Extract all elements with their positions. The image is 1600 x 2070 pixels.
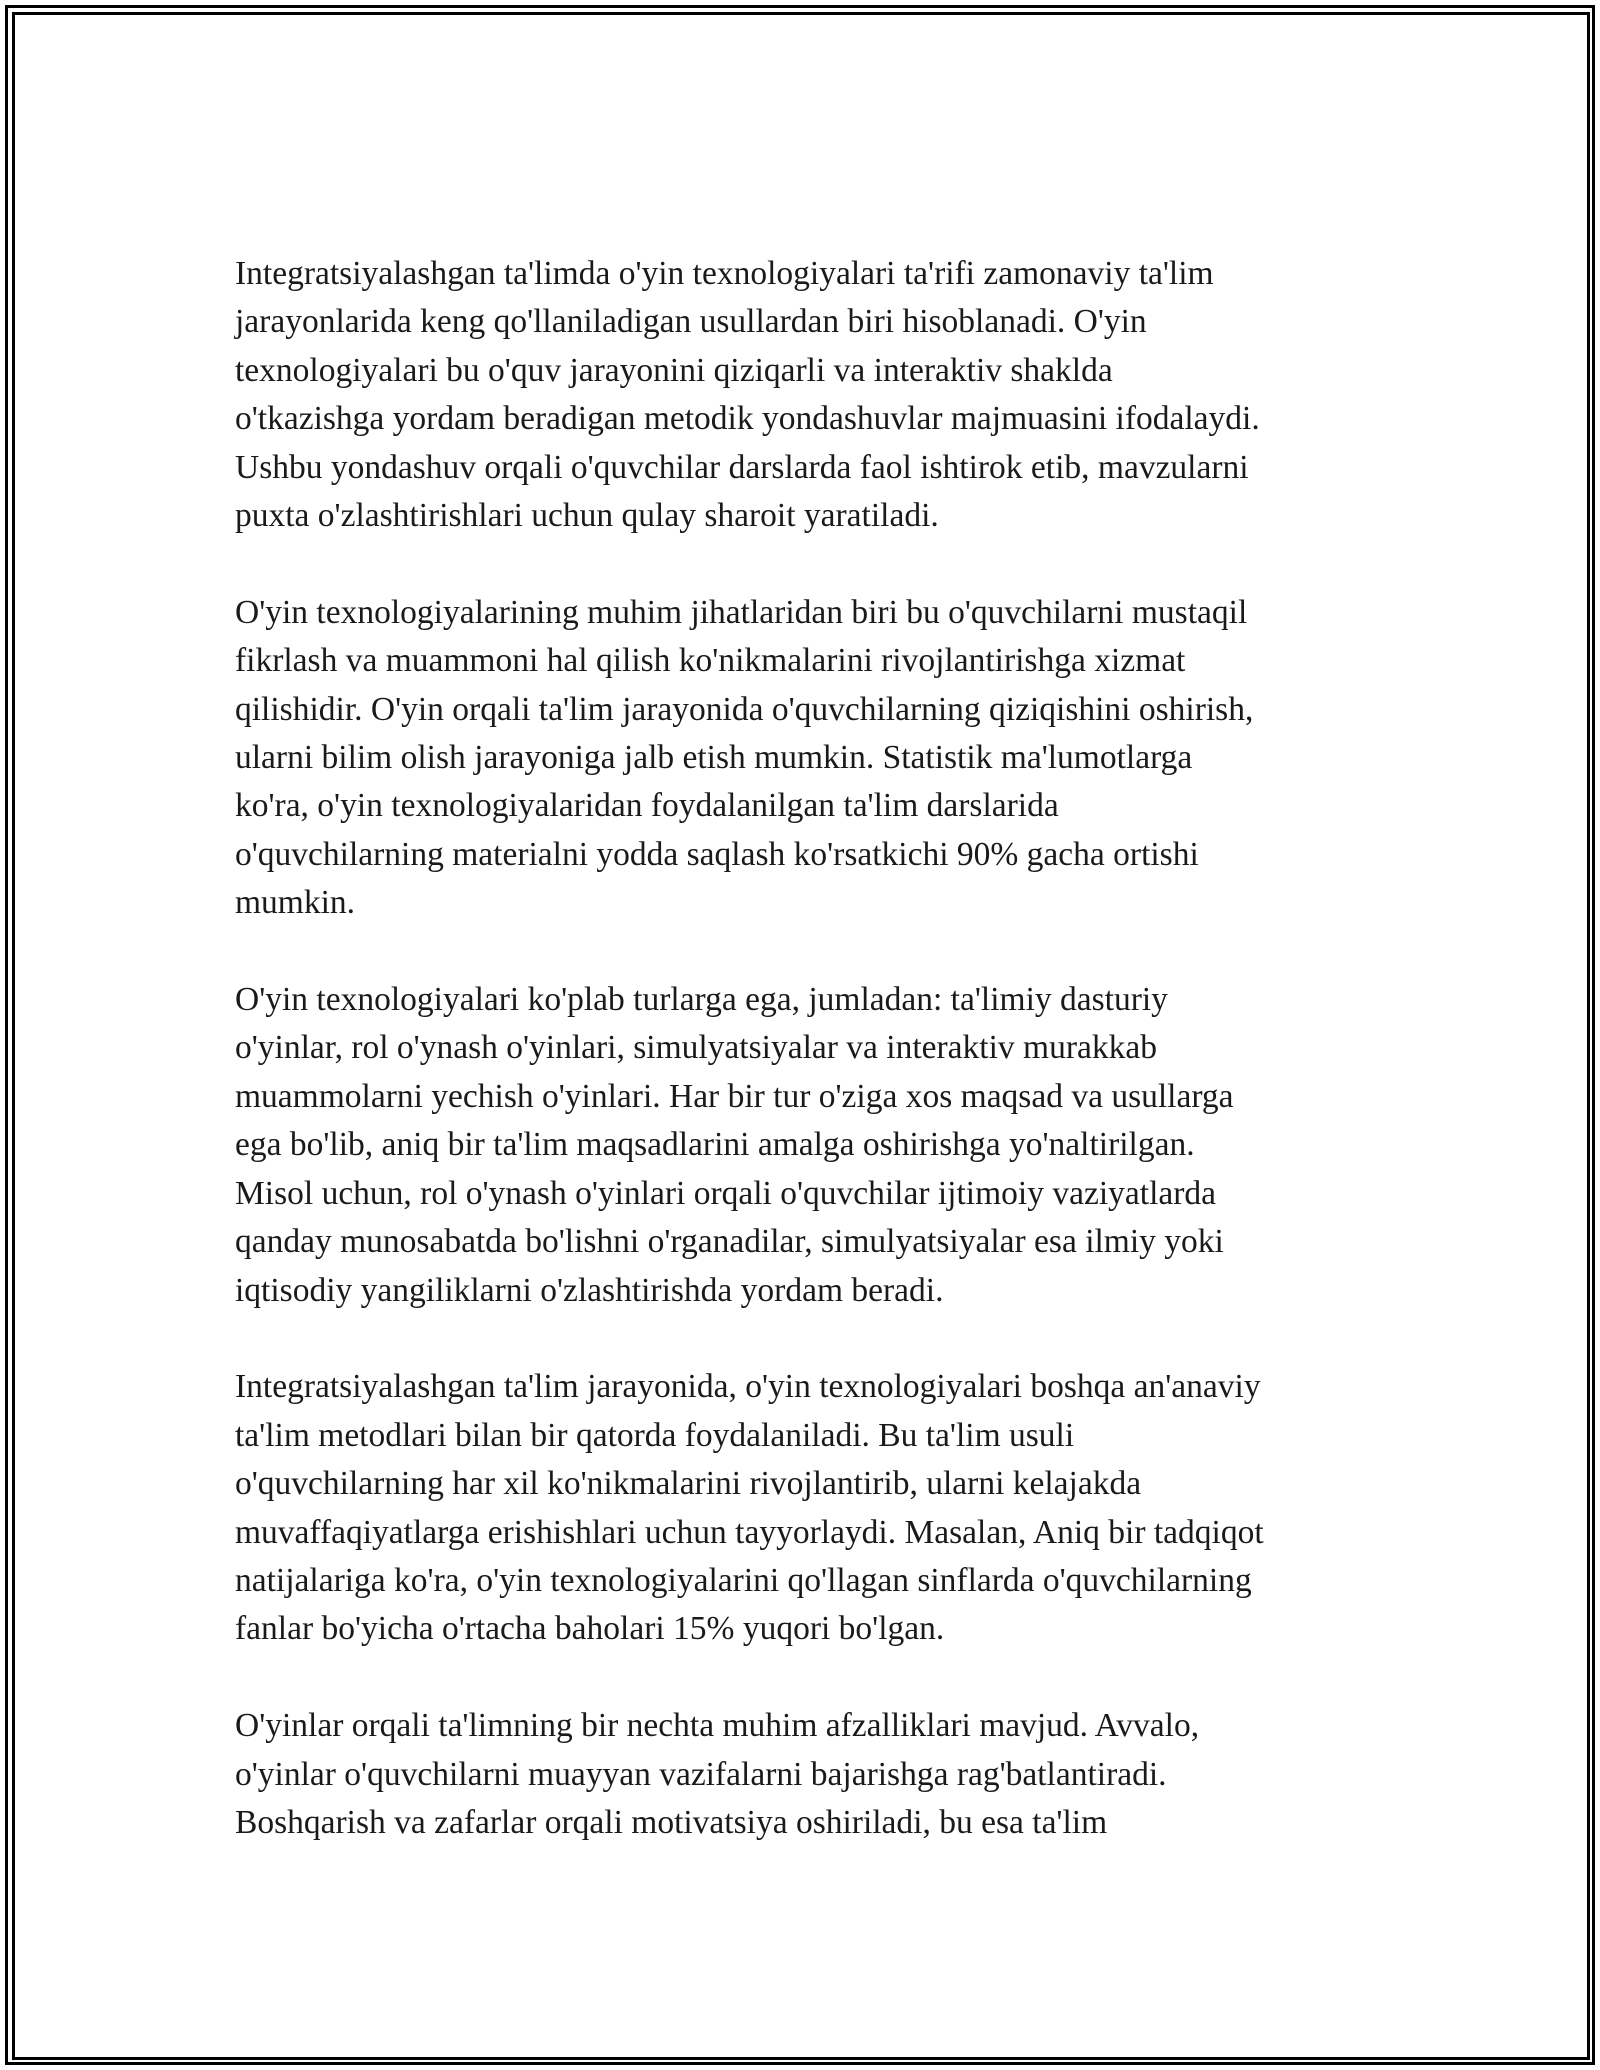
text-line: o'yinlar, rol o'ynash o'yinlari, simulyatsiyalar va interaktiv murakkab — [235, 1029, 1157, 1067]
text-line: Ushbu yondashuv orqali o'quvchilar darslarda faol ishtirok etib, mavzularni — [235, 448, 1249, 486]
text-line: ularni bilim olish jarayoniga jalb etish mumkin. Statistik ma'lumotlarga — [235, 739, 1193, 777]
text-line: ta'lim metodlari bilan bir qatorda foydalaniladi. Bu ta'lim usuli — [235, 1416, 1075, 1454]
text-line: Integratsiyalashgan ta'lim jarayonida, o'yin texnologiyalari boshqa an'anaviy — [235, 1368, 1261, 1406]
text-line: muammolarni yechish o'yinlari. Har bir tur o'ziga xos maqsad va usullarga — [235, 1077, 1234, 1115]
text-line: muvaffaqiyatlarga erishishlari uchun tayyorlaydi. Masalan, Aniq bir tadqiqot — [235, 1513, 1264, 1551]
text-line: O'yinlar orqali ta'limning bir nechta muhim afzalliklari mavjud. Avvalo, — [235, 1707, 1200, 1745]
paragraph — [235, 250, 1375, 540]
text-line: qanday munosabatda bo'lishni o'rganadilar, simulyatsiyalar esa ilmiy yoki — [235, 1223, 1224, 1261]
text-line: o'yinlar o'quvchilarni muayyan vazifalarni bajarishga rag'batlantiradi. — [235, 1755, 1167, 1793]
text-line: Integratsiyalashgan ta'limda o'yin texnologiyalari ta'rifi zamonaviy ta'lim — [235, 255, 1214, 292]
text-line: O'yin texnologiyalarining muhim jihatlaridan biri bu o'quvchilarni mustaqil — [235, 593, 1248, 631]
text-line: ega bo'lib, aniq bir ta'lim maqsadlarini amalga oshirishga yo'naltirilgan. — [235, 1126, 1195, 1164]
paragraph — [235, 1363, 1375, 1653]
text-line: Boshqarish va zafarlar orqali motivatsiya oshiriladi, bu esa ta'lim — [235, 1803, 1108, 1841]
text-line: o'quvchilarning har xil ko'nikmalarini rivojlantirib, ularni kelajakda — [235, 1465, 1142, 1503]
text-line: O'yin texnologiyalari ko'plab turlarga ega, jumladan: ta'limiy dasturiy — [235, 981, 1168, 1019]
paragraph — [235, 1702, 1375, 1847]
text-line: fikrlash va muammoni hal qilish ko'nikmalarini rivojlantirishga xizmat — [235, 642, 1186, 680]
text-line: jarayonlarida keng qo'llaniladigan usullardan biri hisoblanadi. O'yin — [235, 303, 1147, 341]
text-line: natijalariga ko'ra, o'yin texnologiyalarini qo'llagan sinflarda o'quvchilarning — [235, 1561, 1252, 1599]
text-line: iqtisodiy yangiliklarni o'zlashtirishda yordam beradi. — [235, 1271, 944, 1309]
document-body — [235, 250, 1375, 1896]
text-line: ko'ra, o'yin texnologiyalaridan foydalanilgan ta'lim darslarida — [235, 787, 1059, 825]
text-line: qilishidir. O'yin orqali ta'lim jarayonida o'quvchilarning qiziqishini oshirish, — [235, 690, 1254, 728]
text-line: Misol uchun, rol o'ynash o'yinlari orqali o'quvchilar ijtimoiy vaziyatlarda — [235, 1174, 1217, 1212]
paragraph — [235, 976, 1375, 1315]
text-line: o'quvchilarning materialni yodda saqlash ko'rsatkichi 90% gacha ortishi — [235, 835, 1199, 873]
text-line: puxta o'zlashtirishlari uchun qulay sharoit yaratiladi. — [235, 497, 939, 535]
text-line: texnologiyalari bu o'quv jarayonini qiziqarli va interaktiv shaklda — [235, 351, 1113, 389]
text-line: mumkin. — [235, 884, 356, 922]
paragraph — [235, 589, 1375, 928]
text-line: fanlar bo'yicha o'rtacha baholari 15% yuqori bo'lgan. — [235, 1610, 945, 1648]
text-line: o'tkazishga yordam beradigan metodik yondashuvlar majmuasini ifodalaydi. — [235, 400, 1260, 438]
